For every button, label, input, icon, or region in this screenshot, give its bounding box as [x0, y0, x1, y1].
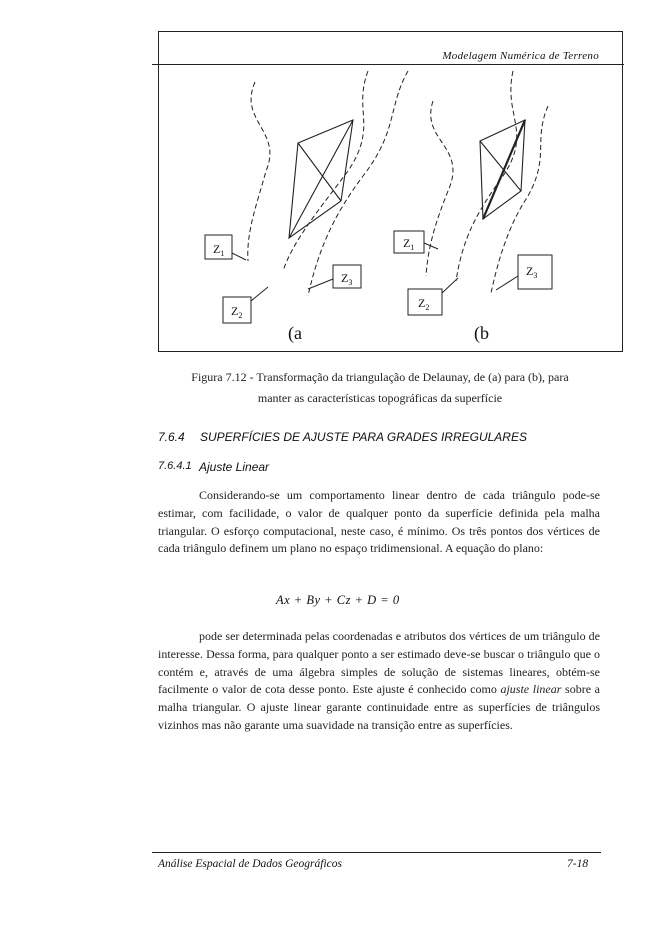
- figure-caption-line-1: Figura 7.12 - Transformação da triangulação de Delaunay, de (a) para (b), para: [191, 370, 569, 384]
- panel-b-label: (b: [474, 323, 489, 343]
- contour-line: [308, 71, 408, 296]
- label-z3-a: $Z_3$: [341, 271, 353, 287]
- callout-z3-pointer: [496, 276, 518, 290]
- label-z1-b: $Z_1$: [403, 236, 415, 252]
- callout-z2-pointer: [442, 278, 458, 293]
- panel-a-label: (a: [288, 323, 302, 343]
- subsection-title: Ajuste Linear: [199, 460, 270, 474]
- page-number: 7-18: [567, 858, 589, 870]
- contour-line: [426, 101, 453, 276]
- running-header: Modelagem Numérica de Terreno: [442, 50, 599, 62]
- label-z2-a: $Z_2$: [231, 304, 243, 320]
- label-z2-b: $Z_2$: [418, 296, 430, 312]
- body-paragraph-1: Considerando-se um comportamento linear dentro de cada triângulo pode-se estimar, com facilidade, o valor de qualquer ponto da superfície definida pela malha triangular. O esforço computacional, neste caso, é mínimo. Os três pontos dos vértices de cada triângulo definem um plano no espaço tridimensional. A equação do plano:: [158, 488, 600, 556]
- callout-z1-pointer: [424, 243, 438, 249]
- panel-b-drawing: [394, 71, 552, 315]
- label-z3-b: $Z_3$: [526, 264, 538, 280]
- paragraph-2-text-before: pode ser determinada pelas coordenadas e atributos dos vértices de um triângulo de interesse. Dessa forma, para qualquer ponto a ser estimado deve-se buscar o triângulo que o contém e, através de uma álgebra simples de solução de sistemas lineares, obtém-se facilmente o valor de cota desse ponto. Este ajuste é conhecido como: [158, 629, 600, 697]
- callout-z2-pointer: [251, 287, 268, 301]
- delaunay-figure: [158, 31, 624, 353]
- callout-z1-pointer: [232, 253, 246, 260]
- paragraph-2-text-after: sobre a malha triangular. O ajuste linear garante continuidade entre as superfícies de triângulos vizinhos mas não garante uma suavidade na transição entre as superfícies.: [158, 682, 601, 732]
- label-z1-a: $Z_1$: [213, 242, 225, 258]
- subsection-number: 7.6.4.1: [158, 460, 192, 472]
- panel-a-drawing: [205, 71, 408, 323]
- triangle-edges: [289, 120, 353, 238]
- term-ajuste-linear: ajuste linear: [500, 682, 562, 697]
- body-paragraph-2: [158, 628, 600, 735]
- footer-book-title: Análise Espacial de Dados Geográficos: [158, 858, 342, 870]
- section-title: SUPERFÍCIES DE AJUSTE PARA GRADES IRREGULARES: [200, 430, 527, 444]
- contour-line: [456, 71, 517, 281]
- plane-equation: Ax + By + Cz + D = 0: [276, 593, 400, 607]
- section-number: 7.6.4: [158, 430, 185, 444]
- figure-caption-line-2: manter as características topográficas da superfície: [257, 391, 503, 405]
- footer-rule: [152, 852, 601, 853]
- contour-line: [248, 82, 270, 261]
